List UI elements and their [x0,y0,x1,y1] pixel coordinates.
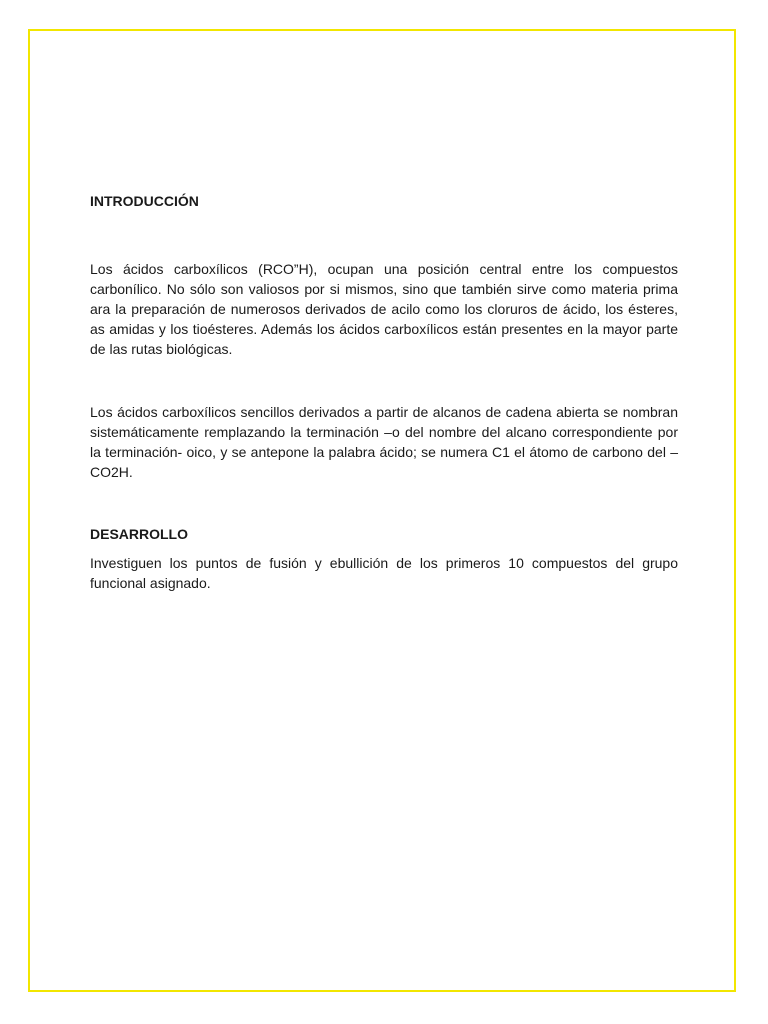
paragraph-intro-1: Los ácidos carboxílicos (RCO”H), ocupan una posición central entre los compuestos carbonílico. No sólo son valiosos por si mismos, sino que también sirve como materia prima ara la preparación de numerosos derivados de acilo como los cloruros de ácido, los ésteres, as amidas y los tioésteres. Además los ácidos carboxílicos están presentes en la mayor parte de las rutas biológicas. [90,261,678,357]
document-content [90,192,678,593]
paragraph-desarrollo-1: Investiguen los puntos de fusión y ebullición de los primeros 10 compuestos del grupo funcional asignado. [90,555,678,591]
section-heading-introduccion: INTRODUCCIÓN [90,193,199,209]
paragraph-intro-2: Los ácidos carboxílicos sencillos derivados a partir de alcanos de cadena abierta se nombran sistemáticamente remplazando la terminación –o del nombre del alcano correspondiente por la terminación- oico, y se antepone la palabra ácido; se numera C1 el átomo de carbono del –CO2H. [90,404,678,480]
section-heading-desarrollo: DESARROLLO [90,526,188,542]
